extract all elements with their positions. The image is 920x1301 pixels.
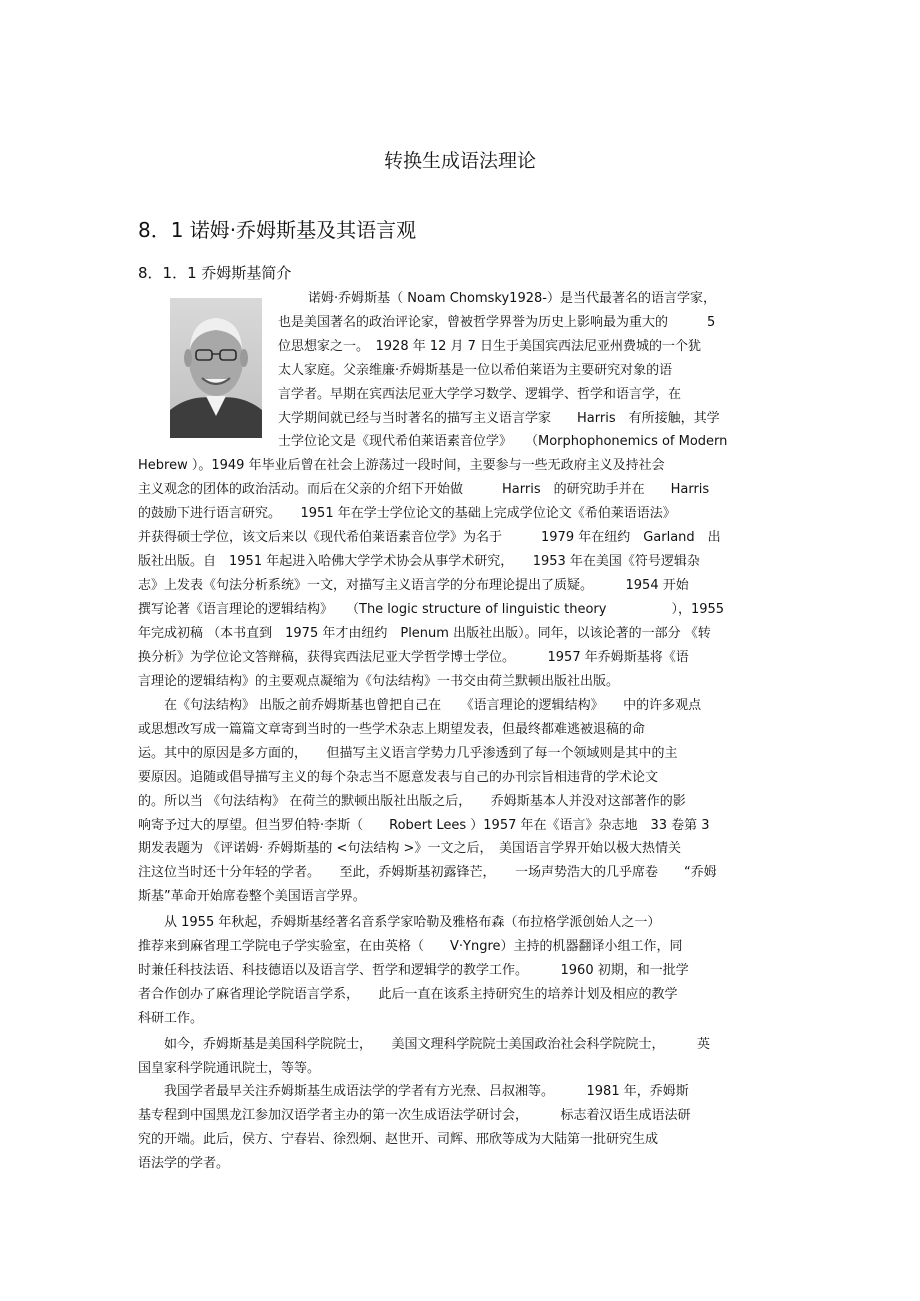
text-line: 大学期间就已经与当时著名的描写主义语言学家 Harris 有所接触，其学 [278, 410, 720, 426]
text-line: 言学者。早期在宾西法尼亚大学学习数学、逻辑学、哲学和语言学，在 [278, 386, 682, 402]
text-line: 期发表题为 《评诺姆· 乔姆斯基的 <句法结构 >》一文之后， 美国语言学界开始以极大热情关 [138, 841, 681, 857]
section-heading: 8．1 诺姆·乔姆斯基及其语言观 [138, 218, 417, 242]
text-line: 言理论的逻辑结构》的主要观点凝缩为《句法结构》一书交由荷兰默顿出版社出版。 [138, 673, 620, 689]
page-title: 转换生成语法理论 [383, 150, 536, 172]
text-line: 并获得硕士学位，该文后来以《现代希伯莱语素音位学》为名于 1979 年在纽约 Garland 出 [138, 530, 721, 546]
subsection-heading: 8．1．1 乔姆斯基简介 [138, 264, 292, 282]
text-line: 版社出版。自 1951 年起进入哈佛大学学术协会从事学术研究， 1953 年在美国《符号逻辑杂 [138, 553, 700, 569]
paragraph-mit [138, 911, 783, 1031]
text-line: 从 1955 年秋起，乔姆斯基经著名音系学家哈勒及雅格布森（布拉格学派创始人之一） [138, 915, 661, 930]
text-line: 如今，乔姆斯基是美国科学院院士， 美国文理科学院院士美国政治社会科学院院士， 英 [138, 1037, 711, 1052]
text-line: 斯基”革命开始席卷整个美国语言学界。 [138, 889, 366, 905]
text-line: 响寄予过大的厚望。但当罗伯特·李斯（ Robert Lees ）1957 年在《语言》杂志地 33 卷第 3 [138, 817, 710, 833]
text-line: 者合作创办了麻省理论学院语言学系， 此后一直在该系主持研究生的培养计划及相应的教学 [138, 986, 678, 1002]
text-line: 位思想家之一。 1928 年 12 月 7 日生于美国宾西法尼亚州费城的一个犹 [278, 338, 702, 354]
text-line: 年完成初稿 （本书直到 1975 年才由纽约 Plenum 出版社出版）。同年，以该论著的一部分 《转 [138, 625, 711, 641]
text-line: Hebrew ）。1949 年毕业后曾在社会上游荡过一段时间，主要参与一些无政府主义及持社会 [138, 458, 665, 474]
text-line: 运。其中的原因是多方面的， 但描写主义语言学势力几乎渗透到了每一个领域则是其中的主 [138, 745, 678, 761]
text-line: 究的开端。此后，侯方、宁春岩、徐烈炯、赵世开、司辉、邢欣等成为大陆第一批研究生成 [138, 1131, 659, 1147]
paragraph-syntactic-structures [138, 694, 783, 909]
text-line: 志》上发表《句法分析系统》一文，对描写主义语言学的分布理论提出了质疑。 1954 开始 [138, 577, 689, 593]
text-line: 科研工作。 [138, 1010, 204, 1026]
text-line: 国皇家科学院通讯院士，等等。 [138, 1060, 321, 1076]
text-line: 基专程到中国黑龙江参加汉语学者主办的第一次生成语法学研讨会， 标志着汉语生成语法研 [138, 1107, 691, 1123]
text-line: 在《句法结构》 出版之前乔姆斯基也曾把自己在 《语言理论的逻辑结构》 中的许多观点 [138, 698, 702, 713]
text-line: 撰写论著《语言理论的逻辑结构》 （The logic structure of linguistic theory ），1955 [138, 601, 725, 617]
text-line: 的鼓励下进行语言研究。 1951 年在学士学位论文的基础上完成学位论文《希伯莱语语法》 [138, 506, 676, 522]
text-line: 注这位当时还十分年轻的学者。 至此，乔姆斯基初露锋芒， 一场声势浩大的几乎席卷 “乔姆 [138, 865, 717, 881]
text-line: 士学位论文是《现代希伯莱语素音位学》 （Morphophonemics of Modern [278, 434, 728, 450]
text-line: 也是美国著名的政治评论家，曾被哲学界誉为历史上影响最为重大的 5 [278, 314, 716, 330]
text-line: 的。所以当 《句法结构》 在荷兰的默顿出版社出版之后， 乔姆斯基本人并没对这部著作的影 [138, 793, 686, 809]
text-line: 诺姆·乔姆斯基（ Noam Chomsky1928-）是当代最著名的语言学家， [308, 291, 716, 306]
paragraph-intro [138, 287, 783, 693]
paragraph-china [138, 1080, 783, 1176]
text-line: 换分析》为学位论文答辩稿，获得宾西法尼亚大学哲学博士学位。 1957 年乔姆斯基将《语 [138, 649, 689, 665]
paragraph-honors [138, 1033, 783, 1081]
text-line: 时兼任科技法语、科技德语以及语言学、哲学和逻辑学的教学工作。 1960 初期，和一批学 [138, 962, 689, 978]
text-line: 或思想改写成一篇篇文章寄到当时的一些学术杂志上期望发表，但最终都难逃被退稿的命 [138, 721, 646, 737]
text-line: 主义观念的团体的政治活动。而后在父亲的介绍下开始做 Harris 的研究助手并在 Harris [138, 482, 710, 498]
text-line: 推荐来到麻省理工学院电子学实验室，在由英格（ V·Yngre）主持的机器翻译小组工作，同 [138, 938, 683, 954]
text-line: 太人家庭。父亲维廉·乔姆斯基是一位以希伯莱语为主要研究对象的语 [278, 362, 673, 378]
text-line: 语法学的学者。 [138, 1155, 230, 1171]
text-line: 要原因。追随或倡导描写主义的每个杂志当不愿意发表与自己的办刊宗旨相违背的学术论文 [138, 769, 659, 785]
text-line: 我国学者最早关注乔姆斯基生成语法学的学者有方光焘、吕叔湘等。 1981 年，乔姆斯 [138, 1084, 689, 1099]
